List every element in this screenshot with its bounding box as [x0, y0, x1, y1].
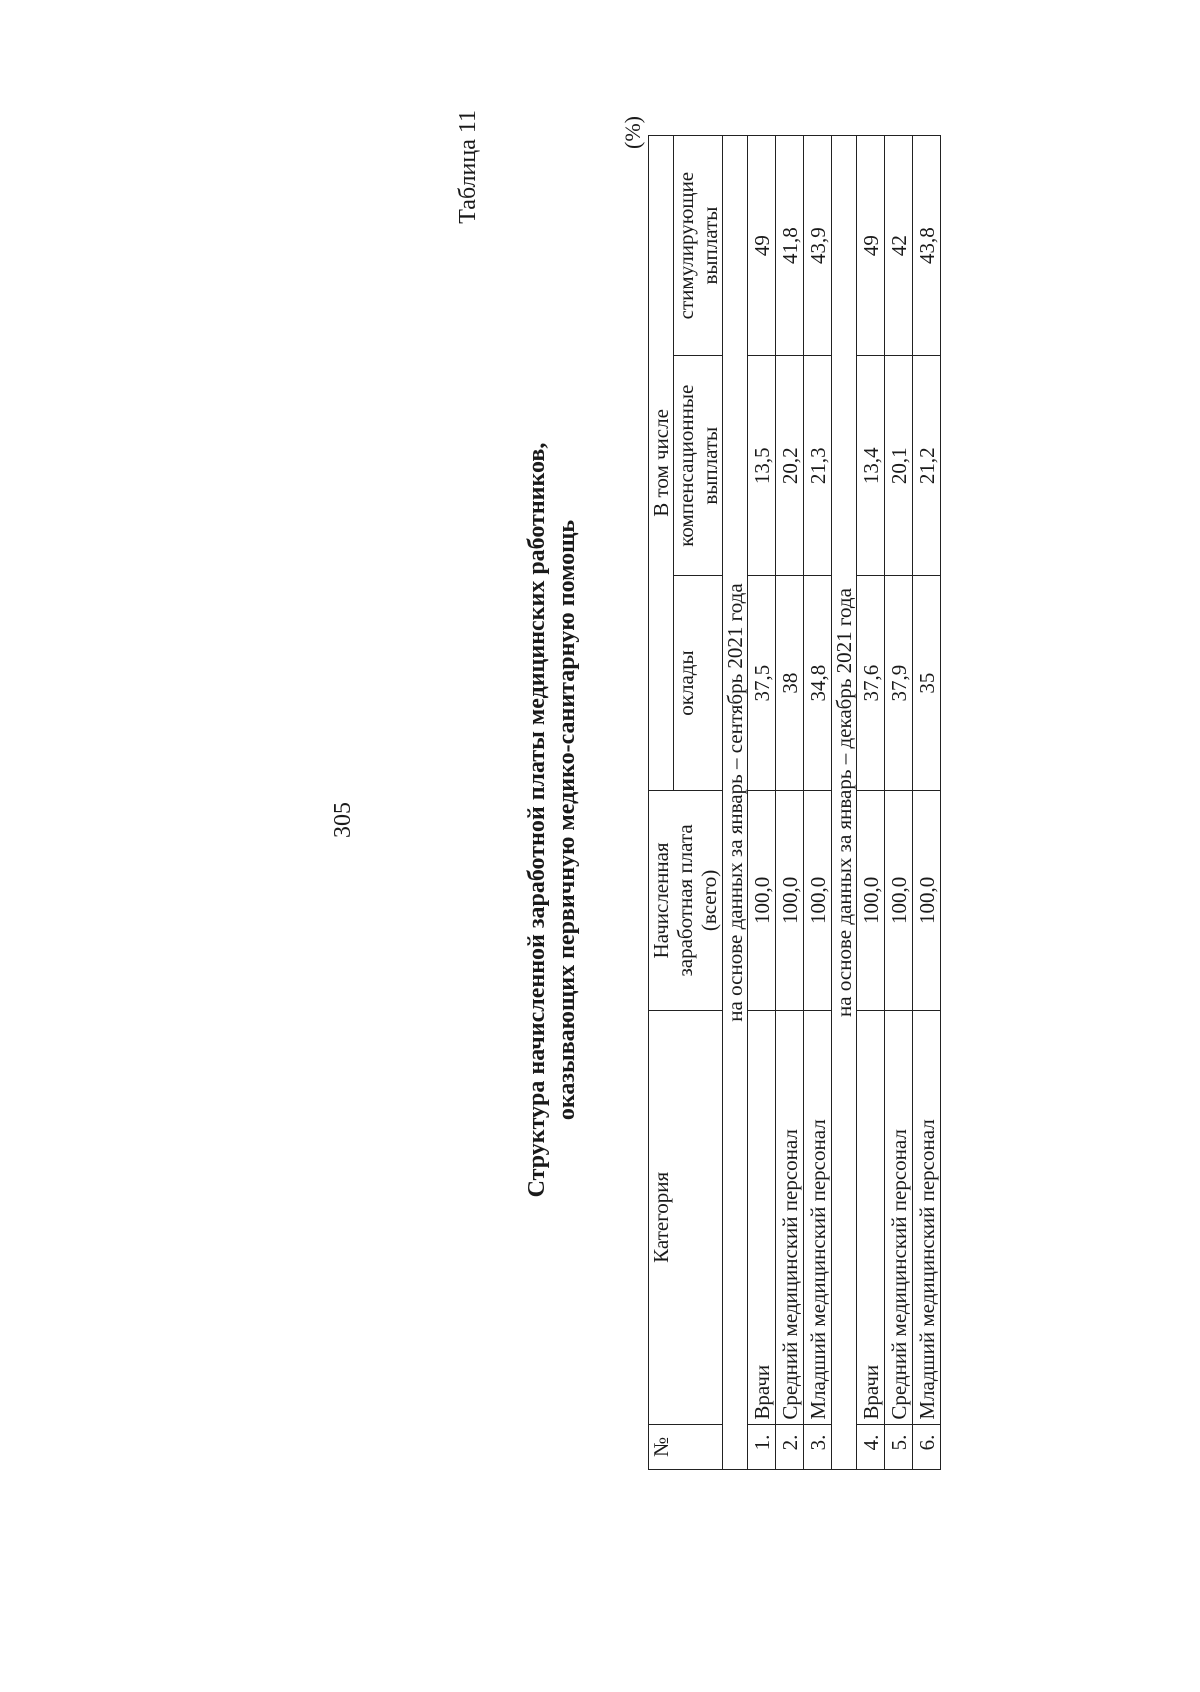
- row-total: 100,0: [857, 790, 885, 1010]
- row-compensation: 13,4: [857, 356, 885, 576]
- row-category: Средний медицинский персонал: [776, 1010, 804, 1424]
- section-label: на основе данных за январь – декабрь 2021 года: [832, 136, 857, 1470]
- table-label: Таблица 11: [455, 110, 481, 224]
- row-num: 2.: [776, 1424, 804, 1469]
- section-label: на основе данных за январь – сентябрь 2021 года: [723, 136, 748, 1470]
- title-line-1: Структура начисленной заработной платы медицинских работников,: [524, 442, 550, 1198]
- header-including: В том числе: [649, 136, 674, 791]
- row-total: 100,0: [913, 790, 941, 1010]
- row-stimulating: 49: [857, 136, 885, 356]
- table-row: [913, 136, 941, 1470]
- header-category: Категория: [649, 1010, 723, 1424]
- row-total: 100,0: [748, 790, 776, 1010]
- section-header: [832, 136, 857, 1470]
- table-row: [804, 136, 832, 1470]
- row-category: Младший медицинский персонал: [913, 1010, 941, 1424]
- rotated-page: [220, 60, 980, 1580]
- table-title: [522, 60, 582, 1580]
- row-num: 4.: [857, 1424, 885, 1469]
- row-stimulating: 43,8: [913, 136, 941, 356]
- table-row: [776, 136, 804, 1470]
- row-stimulating: 42: [885, 136, 913, 356]
- table-row: [748, 136, 776, 1470]
- salary-structure-table: [648, 135, 941, 1470]
- row-compensation: 13,5: [748, 356, 776, 576]
- row-salary: 35: [913, 576, 941, 791]
- header-salary: оклады: [674, 576, 723, 791]
- header-num: №: [649, 1424, 723, 1469]
- row-total: 100,0: [804, 790, 832, 1010]
- title-line-2: оказывающих первичную медико-санитарную помощь: [554, 519, 580, 1121]
- row-compensation: 20,1: [885, 356, 913, 576]
- row-category: Средний медицинский персонал: [885, 1010, 913, 1424]
- row-total: 100,0: [885, 790, 913, 1010]
- row-salary: 37,6: [857, 576, 885, 791]
- row-compensation: 21,2: [913, 356, 941, 576]
- units-label: (%): [620, 116, 645, 149]
- row-category: Младший медицинский персонал: [804, 1010, 832, 1424]
- row-num: 1.: [748, 1424, 776, 1469]
- row-salary: 34,8: [804, 576, 832, 791]
- row-category: Врачи: [857, 1010, 885, 1424]
- header-total: Начисленная заработная плата (всего): [649, 790, 723, 1010]
- row-compensation: 20,2: [776, 356, 804, 576]
- row-total: 100,0: [776, 790, 804, 1010]
- table-row: [857, 136, 885, 1470]
- row-stimulating: 41,8: [776, 136, 804, 356]
- section-header: [723, 136, 748, 1470]
- table-row: [885, 136, 913, 1470]
- row-stimulating: 49: [748, 136, 776, 356]
- row-num: 5.: [885, 1424, 913, 1469]
- row-num: 3.: [804, 1424, 832, 1469]
- row-salary: 37,9: [885, 576, 913, 791]
- header-stimulating: стимулирующие выплаты: [674, 136, 723, 356]
- row-compensation: 21,3: [804, 356, 832, 576]
- row-num: 6.: [913, 1424, 941, 1469]
- row-stimulating: 43,9: [804, 136, 832, 356]
- row-salary: 37,5: [748, 576, 776, 791]
- row-category: Врачи: [748, 1010, 776, 1424]
- page-number: 305: [330, 802, 356, 838]
- row-salary: 38: [776, 576, 804, 791]
- header-compensation: компенсационные выплаты: [674, 356, 723, 576]
